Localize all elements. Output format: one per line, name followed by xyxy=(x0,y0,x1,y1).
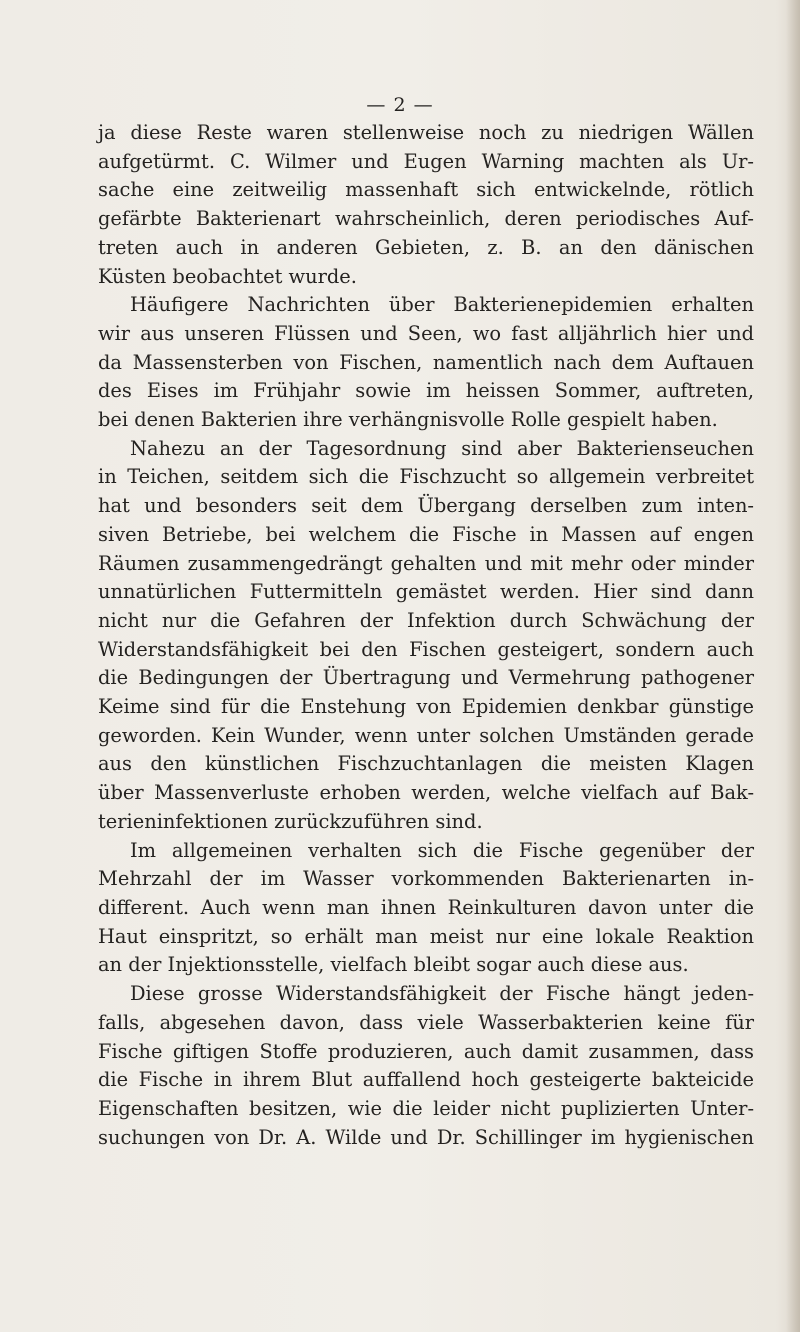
text-line: Diese grosse Widerstandsfähigkeit der Fische hängt jeden- xyxy=(130,982,754,1006)
text-line: Fische giftigen Stoffe produzieren, auch damit zusammen, dass xyxy=(98,1039,754,1063)
text-line: gefärbte Bakterienart wahrscheinlich, deren periodisches Auf- xyxy=(98,207,754,231)
text-line: Im allgemeinen verhalten sich die Fische gegenüber der xyxy=(130,838,754,862)
text-line: unnatürlichen Futtermitteln gemästet werden. Hier sind dann xyxy=(98,580,754,604)
text-line: über Massenverluste erhoben werden, welche vielfach auf Bak- xyxy=(98,781,754,805)
text-line: terieninfektionen zurückzuführen sind. xyxy=(98,809,483,833)
text-line: nicht nur die Gefahren der Infektion durch Schwächung der xyxy=(98,608,754,632)
text-line: Küsten beobachtet wurde. xyxy=(98,264,357,288)
text-line: falls, abgesehen davon, dass viele Wasserbakterien keine für xyxy=(98,1010,754,1034)
text-line: Mehrzahl der im Wasser vorkommenden Bakterienarten in- xyxy=(98,867,754,891)
text-line: da Massensterben von Fischen, namentlich nach dem Auftauen xyxy=(98,350,754,374)
text-line: Nahezu an der Tagesordnung sind aber Bakterienseuchen xyxy=(130,436,754,460)
text-line: Haut einspritzt, so erhält man meist nur eine lokale Reaktion xyxy=(98,924,754,948)
text-line: die Bedingungen der Übertragung und Vermehrung pathogener xyxy=(98,666,754,690)
text-line: des Eises im Frühjahr sowie im heissen Sommer, auftreten, xyxy=(98,379,754,403)
text-line: die Fische in ihrem Blut auffallend hoch gesteigerte bakteicide xyxy=(98,1068,754,1092)
text-line: bei denen Bakterien ihre verhängnisvolle Rolle gespielt haben. xyxy=(98,408,718,432)
text-line: geworden. Kein Wunder, wenn unter solchen Umständen gerade xyxy=(98,723,754,747)
text-line: Häufigere Nachrichten über Bakterienepidemien erhalten xyxy=(130,293,754,317)
text-line: sache eine zeitweilig massenhaft sich entwickelnde, rötlich xyxy=(98,178,754,202)
page-edge-shadow xyxy=(786,0,800,1332)
text-line: ja diese Reste waren stellenweise noch zu niedrigen Wällen xyxy=(98,121,754,144)
text-line: different. Auch wenn man ihnen Reinkulturen davon unter die xyxy=(98,895,754,919)
text-line: aufgetürmt. C. Wilmer und Eugen Warning machten als Ur- xyxy=(98,149,754,173)
text-line: an der Injektionsstelle, vielfach bleibt sogar auch diese aus. xyxy=(98,953,689,977)
text-line: wir aus unseren Flüssen und Seen, wo fast alljährlich hier und xyxy=(98,321,754,345)
text-line: suchungen von Dr. A. Wilde und Dr. Schillinger im hygienischen xyxy=(98,1125,754,1149)
text-line: siven Betriebe, bei welchem die Fische in Massen auf engen xyxy=(98,522,754,546)
text-line: hat und besonders seit dem Übergang derselben zum inten- xyxy=(98,494,754,518)
text-line: Räumen zusammengedrängt gehalten und mit mehr oder minder xyxy=(98,551,754,575)
text-line: Widerstandsfähigkeit bei den Fischen gesteigert, sondern auch xyxy=(98,637,754,661)
body-text xyxy=(98,119,754,1152)
page-number: — 2 — xyxy=(366,94,434,116)
text-line: in Teichen, seitdem sich die Fischzucht so allgemein verbreitet xyxy=(98,465,754,489)
text-line: Eigenschaften besitzen, wie die leider nicht puplizierten Unter- xyxy=(98,1096,754,1120)
text-line: aus den künstlichen Fischzuchtanlagen die meisten Klagen xyxy=(98,752,754,776)
text-line: treten auch in anderen Gebieten, z. B. an den dänischen xyxy=(98,235,754,259)
text-line: Keime sind für die Enstehung von Epidemien denkbar günstige xyxy=(98,695,754,719)
